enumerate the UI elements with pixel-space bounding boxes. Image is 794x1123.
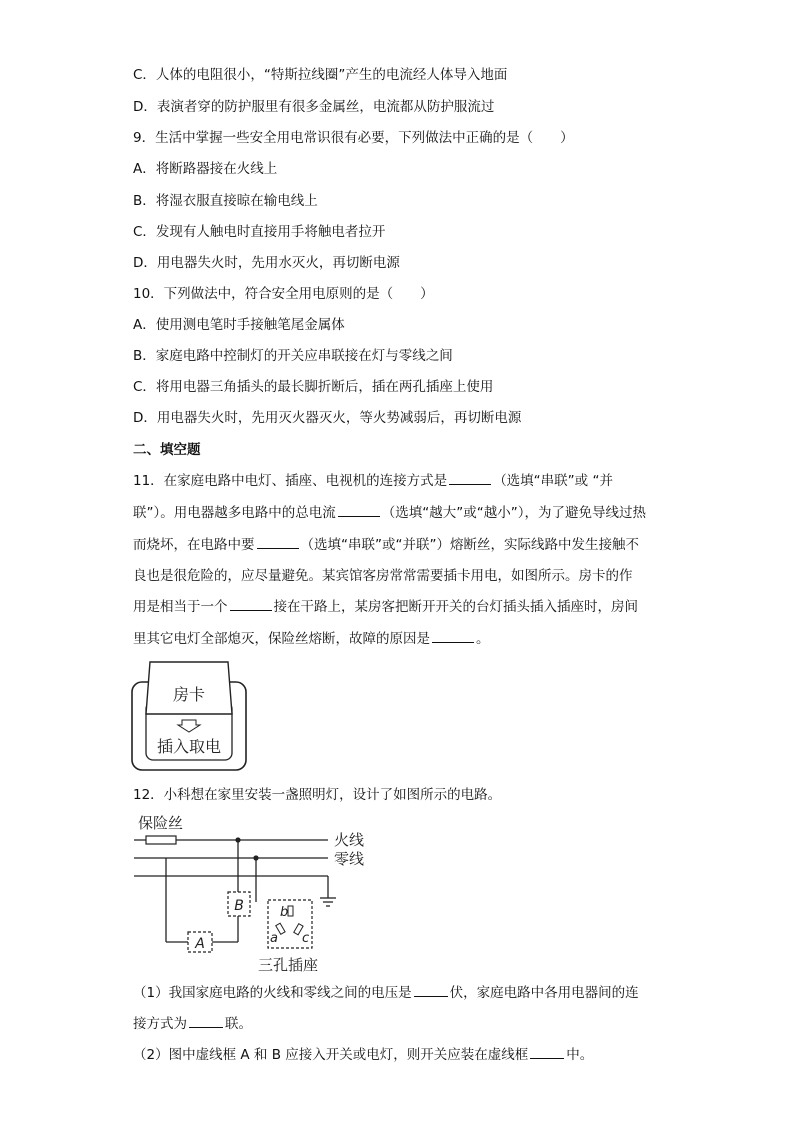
q11-line-6 [133,630,490,648]
q12-part2-line [133,1046,593,1064]
room-card-figure [128,658,252,774]
q12-part1-line-1 [133,984,639,1002]
q9-stem: 9．生活中掌握一些安全用电常识很有必要，下列做法中正确的是（ ） [133,130,574,146]
socket-hole-a-label: a [270,931,278,946]
q12-text: （2）图中虚线框 A 和 B 应接入开关或电灯，则开关应装在虚线框 [133,1047,529,1063]
section-title: 二、填空题 [133,442,201,458]
q9-option-c: C．发现有人触电时直接用手将触电者拉开 [133,224,386,240]
q11-text: 接在干路上，某房客把断开开关的台灯插头插入插座时，房间 [273,599,638,615]
q11-line-4: 良也是很危险的，应尽量避免。某宾馆客房常常需要插卡用电，如图所示。房卡的作 [133,568,633,584]
q9-option-b: B．将湿衣服直接晾在输电线上 [133,193,318,209]
q12-text: 接方式为 [133,1016,187,1032]
insert-label: 插入取电 [156,737,222,756]
q11-text: 联”）。用电器越多电路中的总电流 [133,505,336,521]
circuit-diagram [132,810,372,976]
live-label: 火线 [334,831,365,849]
q11-line-3 [133,536,639,554]
q10-option-c: C．将用电器三角插头的最长脚折断后，插在两孔插座上使用 [133,379,494,395]
q11-text: （选填“串联”或 “并 [493,473,613,489]
q11-text: （选填“越大”或“越小”），为了避免导线过热 [381,505,646,521]
box-b-label: B [234,898,244,914]
box-a-label: A [195,936,205,952]
answer-blank[interactable] [432,630,474,643]
card-label: 房卡 [172,685,206,704]
answer-blank[interactable] [449,472,491,485]
socket-hole-c-label: c [302,931,310,946]
q8-option-d: D．表演者穿的防护服里有很多金属丝，电流都从防护服流过 [133,99,495,115]
fuse [146,836,176,844]
q11-text: 里其它电灯全部熄灭，保险丝熔断，故障的原因是 [133,631,430,647]
answer-blank[interactable] [189,1015,223,1028]
answer-blank[interactable] [338,504,380,517]
q10-option-a: A．使用测电笔时手接触笔尾金属体 [133,317,345,333]
q12-text: 中。 [566,1047,594,1063]
q12-text: （1）我国家庭电路的火线和零线之间的电压是 [133,985,412,1001]
q11-line-5 [133,598,638,616]
q11-text: 用是相当于一个 [133,599,228,615]
q10-stem: 10．下列做法中，符合安全用电原则的是（ ） [133,286,434,302]
q9-option-a: A．将断路器接在火线上 [133,161,278,177]
answer-blank[interactable] [230,598,272,611]
q11-text: 。 [476,631,490,647]
socket-label: 三孔插座 [257,956,319,974]
socket-hole [288,906,293,916]
answer-blank[interactable] [530,1046,564,1059]
q12-part1-line-2 [133,1015,252,1033]
q10-option-b: B．家庭电路中控制灯的开关应串联接在灯与零线之间 [133,348,453,364]
answer-blank[interactable] [257,536,299,549]
neutral-label: 零线 [334,850,365,868]
q8-option-c: C．人体的电阻很小，“特斯拉线圈”产生的电流经人体导入地面 [133,67,508,83]
q11-text: 而烧坏，在电路中要 [133,537,255,553]
q11-line-2 [133,504,646,522]
q11-text: 11．在家庭电路中电灯、插座、电视机的连接方式是 [133,473,448,489]
q11-text: （选填“串联”或“并联”）熔断丝，实际线路中发生接触不 [300,537,639,553]
q9-option-d: D．用电器失火时，先用水灭火，再切断电源 [133,255,400,271]
socket-hole-b-label: b [280,905,289,920]
fuse-label: 保险丝 [138,814,184,832]
answer-blank[interactable] [414,984,448,997]
q11-line-1 [133,472,613,490]
q12-text: 联。 [225,1016,252,1032]
q10-option-d: D．用电器失火时，先用灭火器灭火，等火势减弱后，再切断电源 [133,410,522,426]
q12-text: 伏，家庭电路中各用电器间的连 [449,985,639,1001]
q12-stem: 12．小科想在家里安装一盏照明灯，设计了如图所示的电路。 [133,787,502,803]
